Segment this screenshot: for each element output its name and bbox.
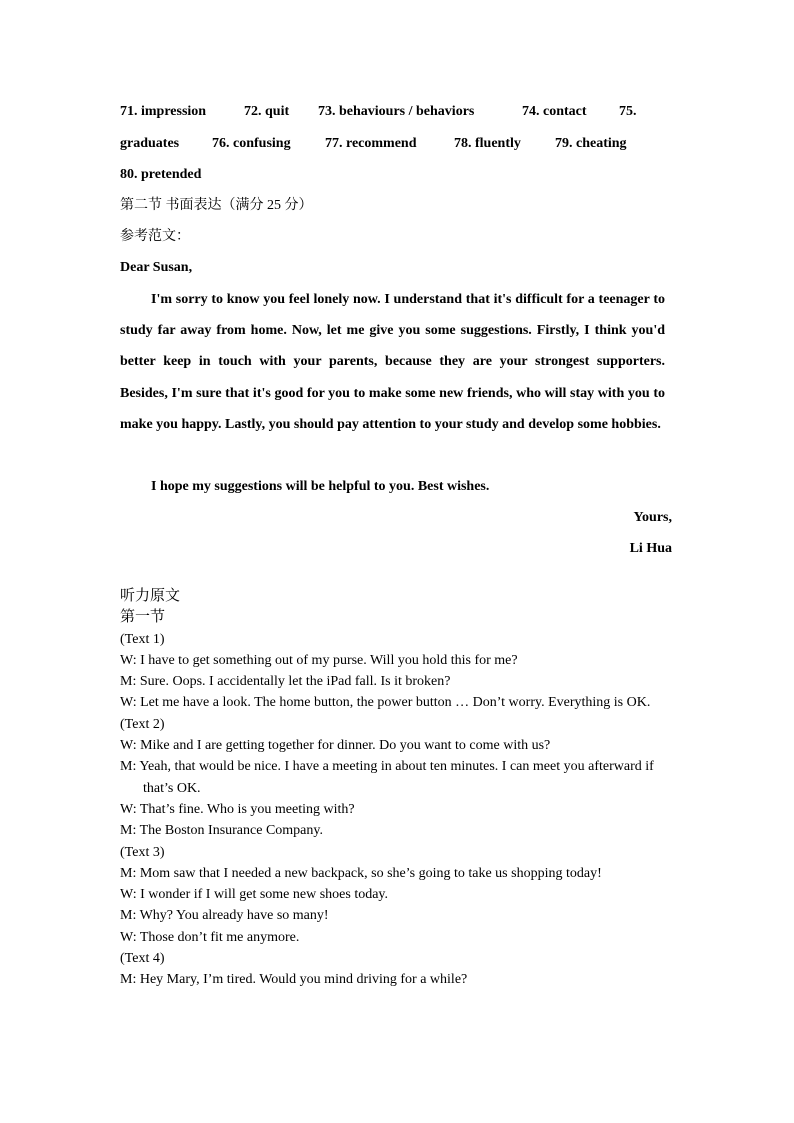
answer-item: 75. bbox=[619, 104, 637, 119]
transcript-lines bbox=[120, 629, 680, 991]
dialogue-line: W: That’s fine. Who is you meeting with? bbox=[120, 801, 355, 817]
text-label: (Text 1) bbox=[120, 631, 165, 647]
letter-body: I'm sorry to know you feel lonely now. I understand that it's difficult for a teenager to study far away from home. Now, let me give you some suggestions. Firstly, I think you'd better keep in touch with your parents, because they are your strongest supporters. Besides, I'm sure that it's good for you to make some new friends, who will stay with you to make you happy. Lastly, you should pay attention to your study and develop some hobbies. bbox=[120, 292, 665, 432]
dialogue-line: W: Let me have a look. The home button, the power button … Don’t worry. Everything is OK. bbox=[120, 695, 651, 711]
text-label: (Text 4) bbox=[120, 951, 165, 967]
dialogue-line: M: Why? You already have so many! bbox=[120, 908, 329, 924]
dialogue-line: M: The Boston Insurance Company. bbox=[120, 823, 323, 839]
dialogue-line: W: I have to get something out of my purse. Will you hold this for me? bbox=[120, 652, 518, 668]
section-heading: 第二节 书面表达（满分 25 分） bbox=[120, 198, 313, 213]
answer-item: 76. confusing bbox=[212, 136, 291, 151]
letter-sign-off: Yours, bbox=[633, 510, 672, 525]
answer-item: 79. cheating bbox=[555, 136, 627, 151]
dialogue-line: M: Hey Mary, I’m tired. Would you mind driving for a while? bbox=[120, 972, 468, 988]
letter-closing: I hope my suggestions will be helpful to you. Best wishes. bbox=[151, 479, 490, 494]
dialogue-line: M: Mom saw that I needed a new backpack, so she’s going to take us shopping today! bbox=[120, 865, 602, 881]
answer-item: 74. contact bbox=[522, 104, 587, 119]
listening-section: 第一节 bbox=[120, 609, 166, 626]
listening-title: 听力原文 bbox=[120, 588, 181, 604]
letter-signature: Li Hua bbox=[629, 541, 672, 556]
dialogue-line: W: Those don’t fit me anymore. bbox=[120, 929, 300, 945]
text-label: (Text 3) bbox=[120, 844, 165, 860]
answer-item: 73. behaviours / behaviors bbox=[318, 104, 475, 119]
letter-greeting: Dear Susan, bbox=[120, 260, 193, 275]
dialogue-line: W: I wonder if I will get some new shoes today. bbox=[120, 887, 389, 903]
dialogue-line: M: Yeah, that would be nice. I have a meeting in about ten minutes. I can meet you afterward if that’s OK. bbox=[120, 759, 654, 796]
answer-item: 71. impression bbox=[120, 104, 207, 119]
answer-item: graduates bbox=[120, 136, 180, 151]
text-label: (Text 2) bbox=[120, 716, 165, 732]
model-essay-label: 参考范文： bbox=[120, 229, 190, 244]
answer-item: 77. recommend bbox=[325, 136, 417, 151]
listening-transcript bbox=[120, 586, 680, 991]
answer-item: 72. quit bbox=[244, 104, 290, 119]
answer-item: 78. fluently bbox=[454, 136, 521, 151]
dialogue-line: W: Mike and I are getting together for dinner. Do you want to come with us? bbox=[120, 738, 551, 754]
answer-item: 80. pretended bbox=[120, 167, 202, 182]
dialogue-line: M: Sure. Oops. I accidentally let the iPad fall. Is it broken? bbox=[120, 674, 451, 690]
